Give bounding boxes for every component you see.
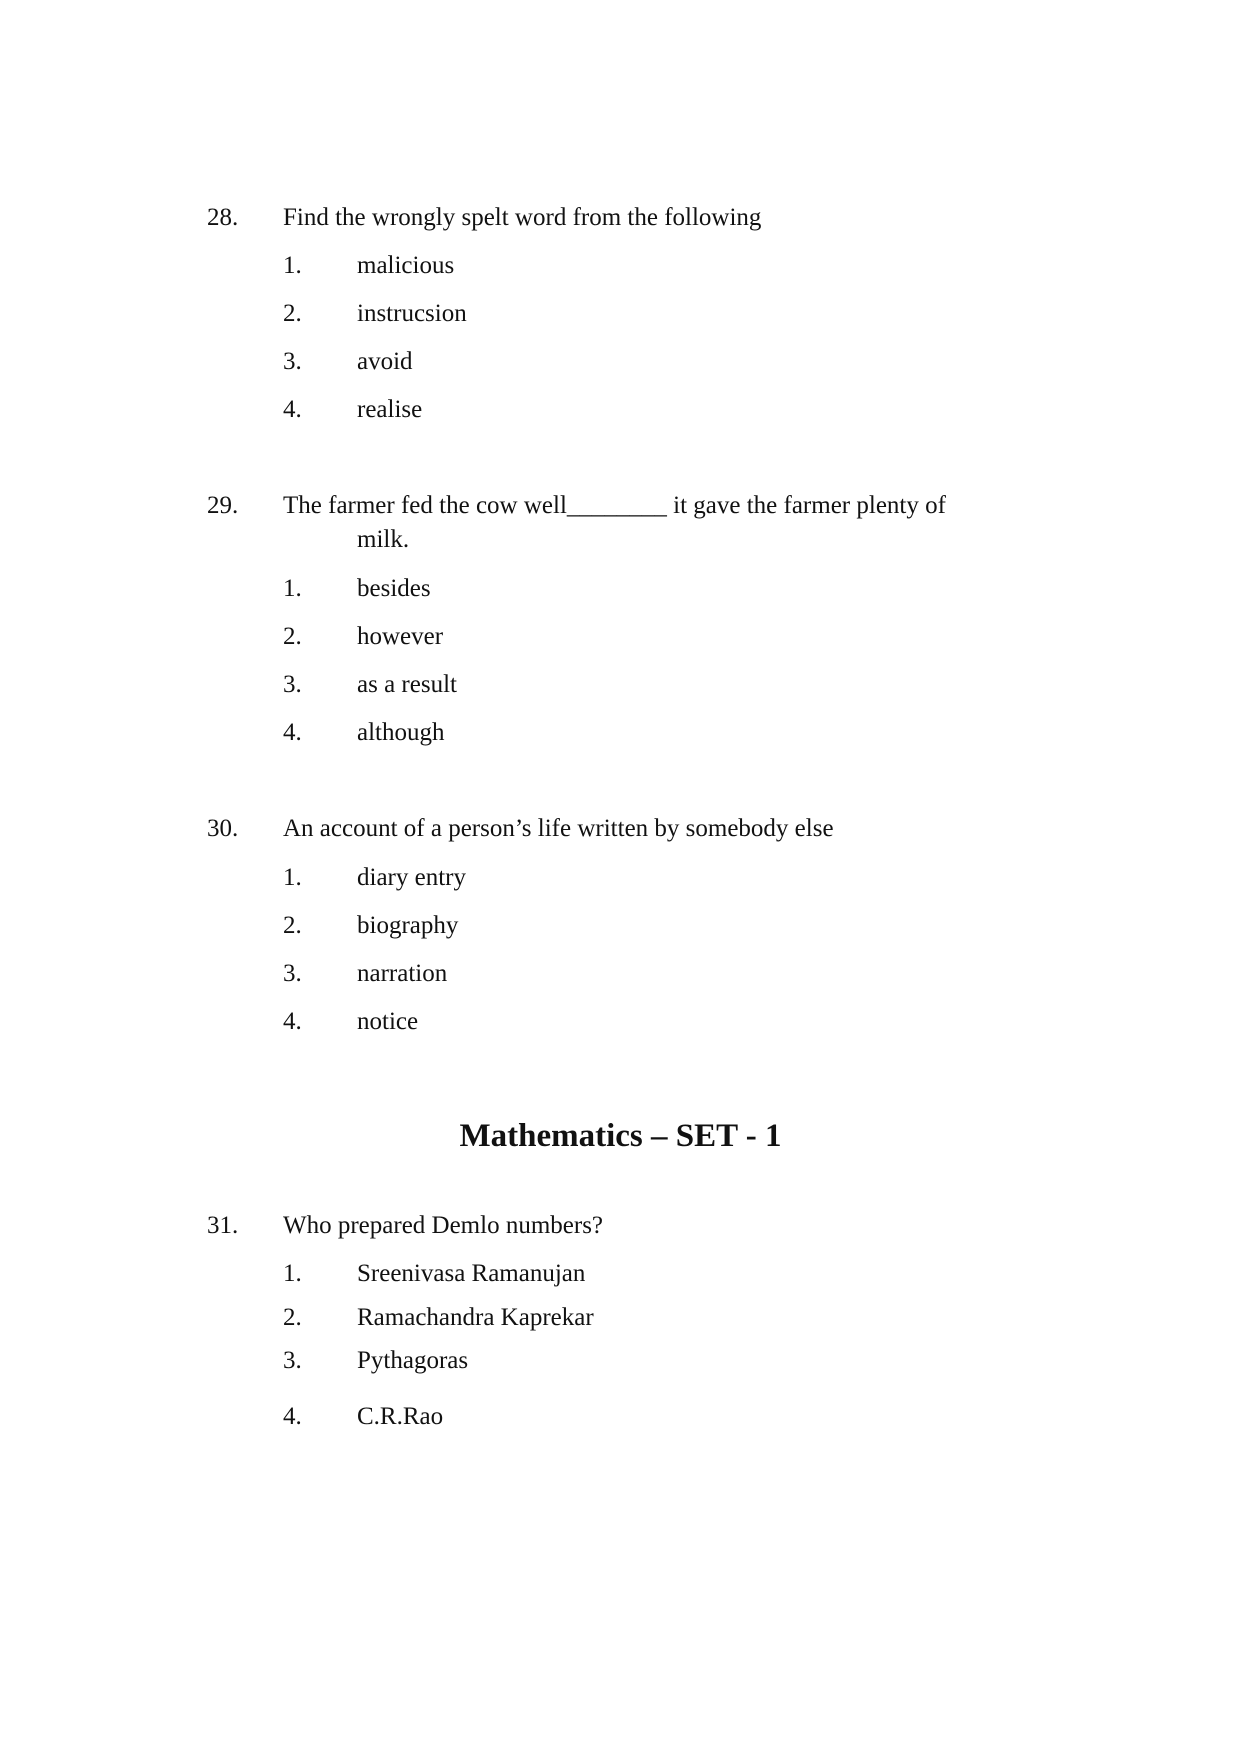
option-28-2 [0, 297, 1241, 331]
option-number: 3. [283, 1347, 302, 1374]
question-text: The farmer fed the cow well________ it gave the farmer plenty of [283, 492, 946, 519]
option-30-4 [0, 1005, 1241, 1039]
option-29-4 [0, 716, 1241, 750]
option-text: diary entry [357, 864, 466, 891]
section-title: Mathematics – SET - 1 [459, 1118, 782, 1154]
option-number: 2. [283, 1304, 302, 1331]
question-number: 30. [207, 815, 239, 842]
option-text: instrucsion [357, 300, 467, 327]
option-number: 3. [283, 960, 302, 987]
option-31-2 [0, 1301, 1241, 1335]
option-text: notice [357, 1008, 419, 1035]
question-number: 28. [207, 204, 239, 231]
option-text: avoid [357, 348, 413, 375]
option-number: 4. [283, 719, 302, 746]
option-text: Pythagoras [357, 1347, 469, 1374]
option-text: besides [357, 575, 431, 602]
option-number: 1. [283, 864, 302, 891]
option-28-1 [0, 249, 1241, 283]
option-30-3 [0, 957, 1241, 991]
option-text: although [357, 719, 445, 746]
option-29-3 [0, 668, 1241, 702]
option-number: 2. [283, 912, 302, 939]
option-text: Ramachandra Kaprekar [357, 1304, 594, 1331]
option-text: Sreenivasa Ramanujan [357, 1260, 586, 1287]
option-31-4 [0, 1400, 1241, 1434]
option-number: 4. [283, 1403, 302, 1430]
option-text: realise [357, 396, 423, 423]
option-text: C.R.Rao [357, 1403, 444, 1430]
option-text: however [357, 623, 444, 650]
question-text: An account of a person’s life written by somebody else [283, 815, 834, 842]
question-text-continuation: milk. [357, 526, 410, 553]
question-text: Who prepared Demlo numbers? [283, 1212, 604, 1239]
option-text: narration [357, 960, 448, 987]
option-number: 4. [283, 396, 302, 423]
option-28-3 [0, 345, 1241, 379]
option-number: 1. [283, 252, 302, 279]
option-number: 1. [283, 575, 302, 602]
question-text: Find the wrongly spelt word from the following [283, 204, 762, 231]
option-number: 2. [283, 300, 302, 327]
option-29-1 [0, 572, 1241, 606]
option-text: malicious [357, 252, 455, 279]
option-number: 2. [283, 623, 302, 650]
option-number: 3. [283, 348, 302, 375]
option-text: as a result [357, 671, 457, 698]
option-number: 3. [283, 671, 302, 698]
option-30-2 [0, 909, 1241, 943]
option-31-1 [0, 1257, 1241, 1291]
option-number: 1. [283, 1260, 302, 1287]
option-28-4 [0, 393, 1241, 427]
option-text: biography [357, 912, 459, 939]
option-30-1 [0, 861, 1241, 895]
option-31-3 [0, 1344, 1241, 1378]
option-number: 4. [283, 1008, 302, 1035]
question-number: 31. [207, 1212, 239, 1239]
option-29-2 [0, 620, 1241, 654]
question-number: 29. [207, 492, 239, 519]
